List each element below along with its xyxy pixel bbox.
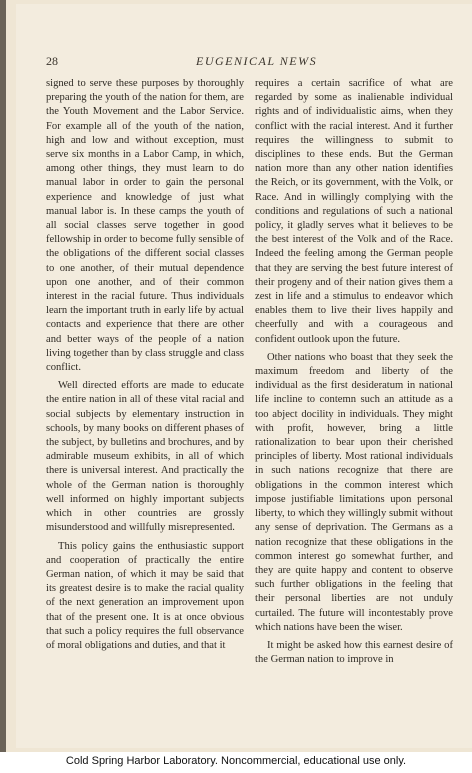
paragraph: signed to serve these purposes by thoroughly preparing the youth of the nation for them, are the Youth Movement and the Labor Service. For example all of the youth of the nation, high and low and without exception, must serve six months in a Labor Camp, in which, among other things, they must learn to do manual labor in order to gain the personal experience and knowledge of just what manual labor is. In these camps the youth of all social classes serve together in good fellowship in order to become fully sensible of the obligations of the different social classes to one another, of their mutual dependence upon one another, and of their common interest in the racial future. Thus individuals learn the important truth in early life by actual contacts and experience that there are other and better ways of the people of a nation living together than by class struggle and class conflict.	[46, 78, 244, 374]
left-column	[46, 77, 244, 657]
paragraph: Well directed efforts are made to educate the entire nation in all of these vital racial and social subjects by elementary instruction in schools, by many books on different phases of the subject, by bulletins and brochures, and by admirable museum exhibits, in all of which there is universal interest. And practically the whole of the German nation is thoroughly well informed on highly important subjects which in other countries are grossly misunderstood and willfully misrepresented.	[46, 380, 244, 534]
paragraph: requires a certain sacrifice of what are regarded by some as inalienable individual rights and of individualistic aims, when they conflict with the racial interest. And it further requires the willingness to submit to disciplines to these ends. But the German nation more than any other nation identifies the Reich, or its government, with the Volk, or Race. And in willingly complying with the conditions and regulations of such a national policy, it gladly serves what it believes to be the best interest of the Volk and of the Race. Indeed the feeling among the German people that they are serving the best future interest of their progeny and of their nation gives them a zest in life and a stimulus to endeavor which enables them to live their lives happily and cheerfully and with a courageous and confident outlook upon the future.	[255, 78, 453, 345]
page-header	[16, 54, 472, 70]
document-page	[16, 4, 472, 748]
footer-credit: Cold Spring Harbor Laboratory. Noncommercial, educational use only.	[65, 755, 407, 767]
paragraph: This policy gains the enthusiastic support and cooperation of practically the entire German nation, of which it may be said that its greatest desire is to make the racial quality of the next generation an improvement upon that of the present one. It is at once obvious that such a policy requires the full observance of moral obligations and duties, and that it	[46, 540, 244, 651]
paragraph: Other nations who boast that they seek the maximum freedom and liberty of the individual as the first desideratum in national life incline to contemn such an attitude as a too abject docility in individuals. They might with profit, however, bring a little rationalization to bear upon their cherished principles of liberty. Most rational individuals in such nations recognize that there are obligations in the common interest which impose justifiable limitations upon personal liberty, to which they willingly submit without any sense of deprivation. The Germans as a nation recognize that these obligations in the common interest go somewhat further, and they are quite happy and content to observe such further obligations in the feeling that their personal liberties are not unduly curtailed. The future will incontestably prove which nations have been the wiser.	[255, 351, 453, 633]
right-column	[255, 77, 453, 671]
running-title: EUGENICAL NEWS	[196, 54, 318, 68]
paragraph: It might be asked how this earnest desire of the German nation to improve in	[255, 639, 453, 666]
page-number: 28	[46, 54, 58, 68]
